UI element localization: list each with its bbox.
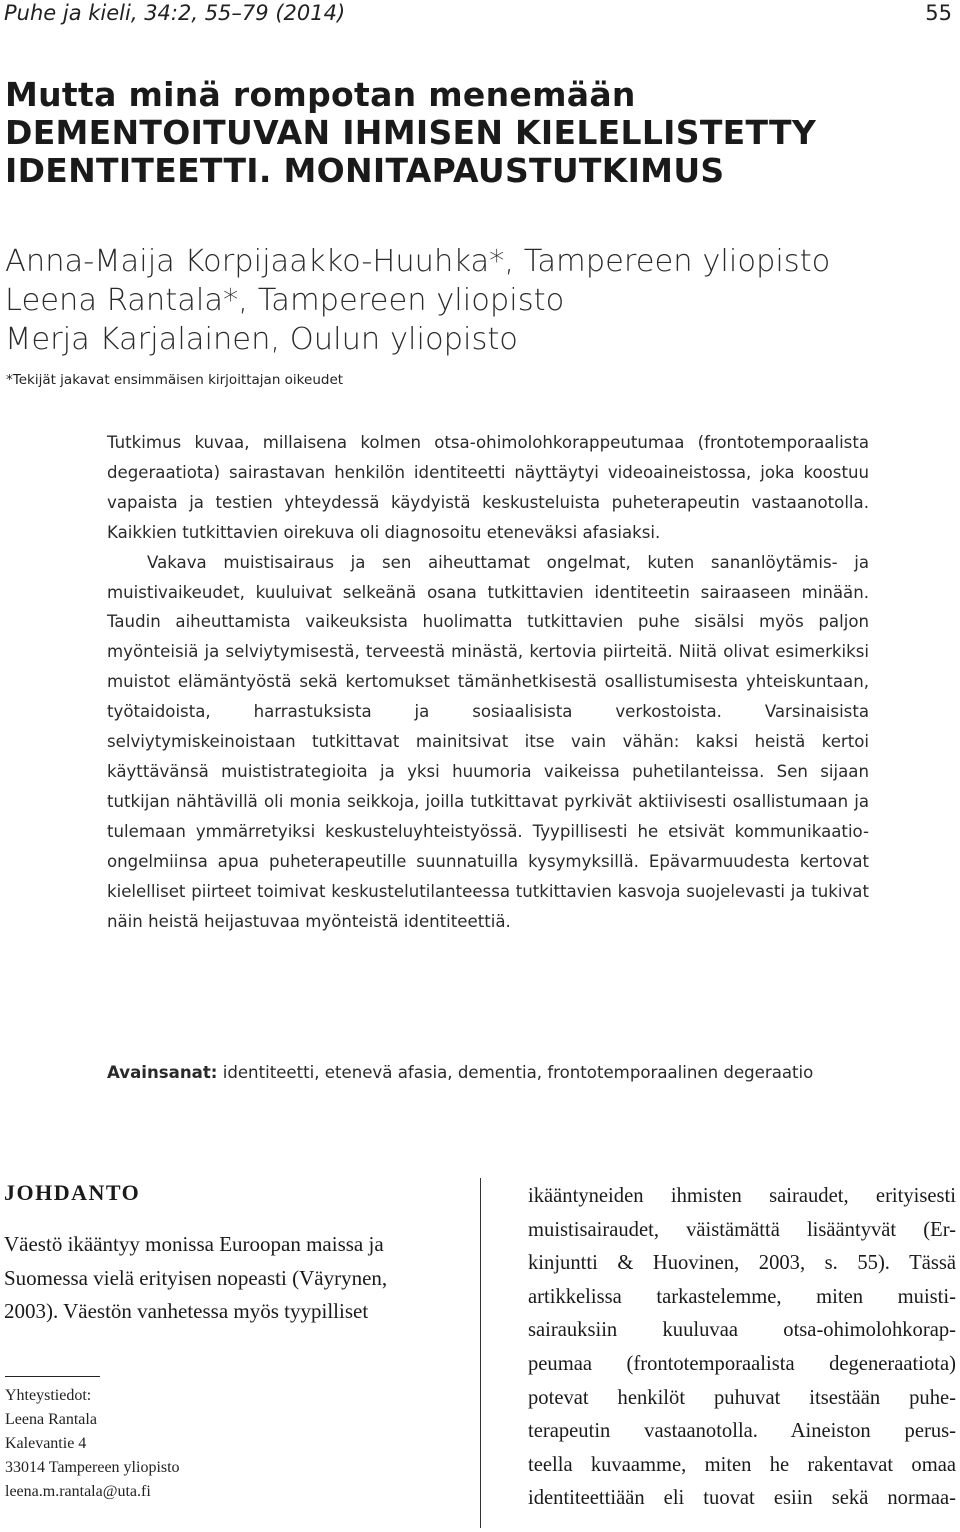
title-line-1: Mutta minä rompotan menemään [5,75,636,114]
right-column [528,1180,956,1516]
contact-email[interactable]: leena.m.rantala@uta.fi [5,1483,151,1500]
right-column-line: teella kuvaamme, miten he rakentavat omaa [528,1453,956,1476]
right-column-line: terapeutin vastaanotolla. Aineiston perus- [528,1420,956,1443]
author-note: *Tekijät jakavat ensimmäisen kirjoittajan oikeudet [6,372,344,388]
title-line-2: DEMENTOITUVAN IHMISEN KIELELLISTETTY [5,113,817,152]
running-head: Puhe ja kieli, 34:2, 55–79 (2014) [4,1,346,25]
right-column-line: kinjuntti & Huovinen, 2003, s. 55). Tässä [528,1252,956,1275]
contact-street: Kalevantie 4 [5,1435,87,1452]
right-column-line: sairauksiin kuuluvaa otsa-ohimolohkorap- [528,1319,956,1342]
author-1: Anna-Maija Korpijaakko-Huuhka*, Tampereen yliopisto [5,244,831,279]
article-title [5,76,945,190]
abstract [107,428,869,936]
author-3: Merja Karjalainen, Oulun yliopisto [5,322,518,357]
author-list [5,242,945,359]
right-column-line: artikkelissa tarkastelemme, miten muisti- [528,1285,956,1308]
right-column-line: identiteettiään eli tuovat esiin sekä normaa- [528,1487,956,1510]
right-column-line: peumaa (frontotemporaalista degeneraatiota) [528,1352,956,1375]
column-divider [480,1178,481,1528]
author-2: Leena Rantala*, Tampereen yliopisto [5,283,565,318]
keywords-text: identiteetti, etenevä afasia, dementia, frontotemporaalinen degeraatio [222,1063,814,1082]
right-column-line: ikääntyneiden ihmisten sairaudet, erityisesti [528,1185,956,1207]
right-column-line: potevat henkilöt puhuvat itsestään puhe- [528,1386,956,1409]
left-column [4,1178,440,1329]
contact-info [5,1384,180,1504]
contact-name: Leena Rantala [5,1411,97,1428]
contact-city: 33014 Tampereen yliopisto [5,1459,180,1476]
contact-label: Yhteystiedot: [5,1387,92,1404]
abstract-paragraph-1: Tutkimus kuvaa, millaisena kolmen otsa-ohimolohkorappeutumaa (frontotemporaalista degeraatiota) sairastavan henkilön identiteetti näyttäytyi videoaineistossa, joka koostuu vapaista ja testien yhteydessä käydyistä keskusteluista puheterapeutin vastaanotolla. Kaikkien tutkittavien oirekuva oli diagnosoitu eteneväksi afasiaksi. [107,433,869,542]
keywords-label: Avainsanat: [107,1063,218,1082]
intro-paragraph: Väestö ikääntyy monissa Euroopan maissa ja Suomessa vielä erityisen nopeasti (Väyrynen, 2003). Väestön vanhetessa myös tyypilliset [4,1232,388,1323]
abstract-paragraph-2: Vakava muistisairaus ja sen aiheuttamat ongelmat, kuten sananlöytämis- ja muistivaikeudet, kuuluivat selkeänä osana tutkittavien identiteetin sairaaseen minään. Taudin aiheuttamista vaikeuksista huolimatta tutkittavien puhe sisälsi myös paljon myönteisiä ja selviytymisestä, terveestä minästä, kertovia piirteitä. Niitä olivat esimerkiksi muistot elämäntyöstä sekä kertomukset tämänhetkisestä osallistumisesta yhteiskuntaan, työtaidoista, harrastuksista ja sosiaalisista verkostoista. Varsinaisista selviytymiskeinoistaan tutkittavat mainitsivat itse vain vähän: kaksi heistä kertoi käyttävänsä muististrategioita ja yksi huumoria vaikeissa puhetilanteissa. Sen sijaan tutkijan nähtävillä oli monia seikkoja, joilla tutkittavat pyrkivät aktiivisesti osallistumaan ja tulemaan ymmärretyiksi keskusteluyhteistyössä. Tyypillisesti he etsivät kommunikaatio-ongelmiinsa apua puheterapeutille suunnatuilla kysymyksillä. Epävarmuudesta kertovat kielelliset piirteet toimivat keskustelutilanteessa tutkittavien kasvoja suojelevasti ja tukivat näin heistä heijastuvaa myönteistä identiteettiä. [107,552,869,931]
right-column-line: muistisairaudet, väistämättä lisääntyvät (Er- [528,1218,956,1241]
title-line-3: IDENTITEETTI. MONITAPAUSTUTKIMUS [5,151,725,190]
section-heading: JOHDANTO [4,1180,141,1205]
keywords [107,1058,869,1088]
footnote-rule [5,1376,100,1377]
page-number: 55 [925,1,952,25]
